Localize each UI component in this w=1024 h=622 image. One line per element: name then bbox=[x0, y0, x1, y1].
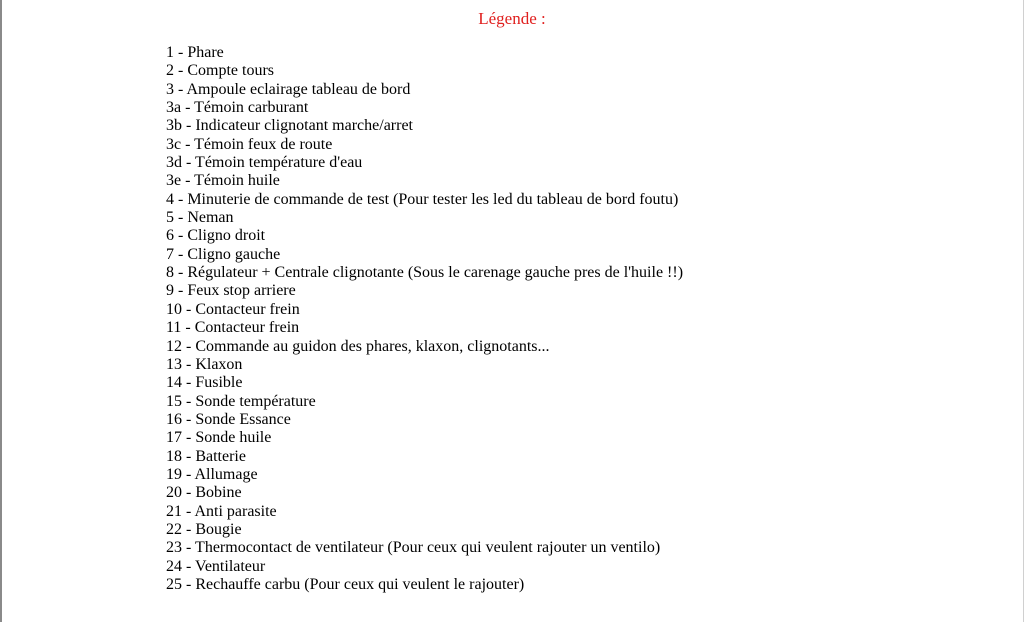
legend-item: 12 - Commande au guidon des phares, klaxon, clignotants... bbox=[166, 337, 550, 355]
legend-item: 3d - Témoin température d'eau bbox=[166, 154, 363, 172]
legend-item: 18 - Batterie bbox=[166, 447, 246, 465]
legend-item: 22 - Bougie bbox=[166, 520, 242, 538]
legend-item: 7 - Cligno gauche bbox=[166, 245, 281, 263]
legend-title: Légende : bbox=[478, 9, 546, 28]
legend-item: 19 - Allumage bbox=[166, 465, 258, 483]
legend-item: 15 - Sonde température bbox=[166, 392, 316, 410]
legend-item: 20 - Bobine bbox=[166, 484, 242, 502]
legend-item: 11 - Contacteur frein bbox=[166, 319, 300, 337]
legend-item: 17 - Sonde huile bbox=[166, 429, 272, 447]
legend-item: 5 - Neman bbox=[166, 209, 234, 227]
legend-item: 3a - Témoin carburant bbox=[166, 99, 309, 117]
legend-item: 10 - Contacteur frein bbox=[166, 300, 300, 318]
legend-item: 1 - Phare bbox=[166, 44, 224, 61]
legend-item: 25 - Rechauffe carbu (Pour ceux qui veulent le rajouter) bbox=[166, 575, 525, 593]
legend-item: 3b - Indicateur clignotant marche/arret bbox=[166, 117, 413, 135]
legend-item: 16 - Sonde Essance bbox=[166, 410, 291, 428]
legend-item: 6 - Cligno droit bbox=[166, 227, 266, 245]
legend-item: 9 - Feux stop arriere bbox=[166, 282, 296, 300]
legend-list bbox=[166, 44, 683, 594]
page-left-border bbox=[0, 0, 2, 622]
legend-item: 23 - Thermocontact de ventilateur (Pour ceux qui veulent rajouter un ventilo) bbox=[166, 539, 661, 557]
legend-item: 8 - Régulateur + Centrale clignotante (Sous le carenage gauche pres de l'huile !!) bbox=[166, 264, 684, 282]
legend-item: 3e - Témoin huile bbox=[166, 172, 280, 190]
legend-item: 2 - Compte tours bbox=[166, 62, 274, 80]
legend-item: 14 - Fusible bbox=[166, 374, 243, 392]
legend-item: 24 - Ventilateur bbox=[166, 557, 266, 575]
legend-item: 21 - Anti parasite bbox=[166, 502, 277, 520]
legend-item: 13 - Klaxon bbox=[166, 355, 243, 373]
legend-item: 4 - Minuterie de commande de test (Pour tester les led du tableau de bord foutu) bbox=[166, 190, 679, 208]
legend-item: 3 - Ampoule eclairage tableau de bord bbox=[166, 80, 411, 98]
legend-item: 3c - Témoin feux de route bbox=[166, 135, 333, 153]
